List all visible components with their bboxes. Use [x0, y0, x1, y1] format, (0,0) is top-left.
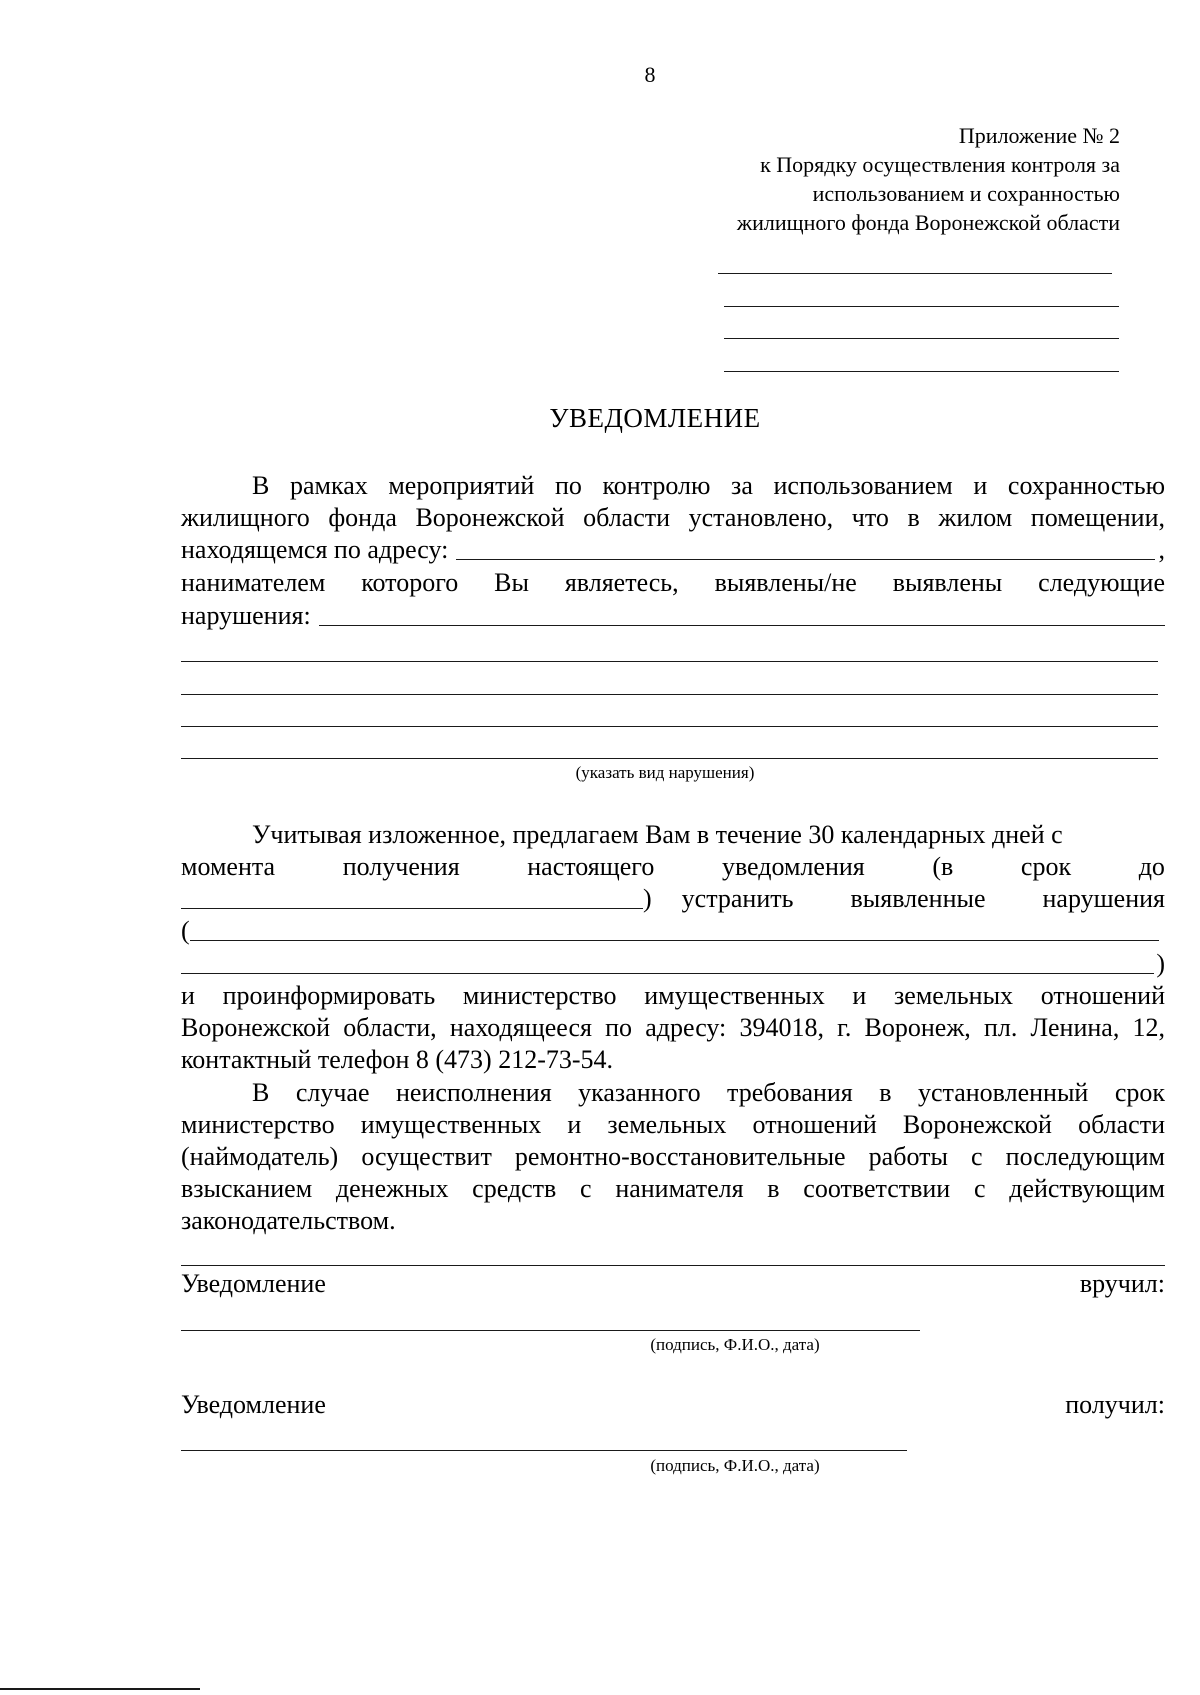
appendix-line-3: использованием и сохранностью [812, 181, 1120, 206]
inform-paragraph: и проинформировать министерство имущественных и земельных отношений Воронежской области, находящееся по адресу: 394018, г. Воронеж, пл. Ленина, 12, контактный телефон 8 (473) 212-73-54. [181, 981, 1165, 1074]
proposal-word-5: (в [932, 852, 954, 881]
proposal-line3-word-2: выявленные [850, 884, 986, 913]
received-row [181, 1389, 1165, 1421]
received-label: Уведомление [181, 1390, 326, 1419]
received-signature-line [181, 1450, 907, 1451]
consequence-paragraph: В случае неисполнения указанного требования в установленный срок министерство имущественных и земельных отношений Воронежской области (наймодатель) осуществит ремонтно-восстановительные работы с последующим взысканием денежных средств с нанимателя в соответствии с действующим законодательством. [181, 1078, 1165, 1235]
violation-line-2 [181, 694, 1158, 695]
address-end: , [1158, 535, 1165, 564]
tenant-word-3: Вы [494, 568, 529, 597]
violation-line-4 [181, 758, 1158, 759]
appendix-line-2: к Порядку осуществления контроля за [760, 152, 1120, 177]
received-right: получил: [1065, 1390, 1165, 1419]
separator-line [181, 1265, 1165, 1266]
address-blank [456, 559, 1154, 560]
violations-row [181, 600, 1165, 632]
proposal-word-2: получения [342, 852, 460, 881]
address-row [181, 534, 1165, 566]
proposal-word-7: до [1138, 852, 1165, 881]
measures-blank-2 [181, 973, 1154, 974]
deadline-blank [181, 908, 643, 909]
addressee-line-1 [718, 273, 1112, 274]
proposal-word-3: настоящего [527, 852, 655, 881]
measures-row-2 [181, 948, 1165, 980]
address-label: находящемся по адресу: [181, 535, 449, 564]
deadline-close-paren: ) [643, 884, 652, 913]
addressee-line-2 [724, 306, 1119, 307]
appendix-line-1: Приложение № 2 [958, 123, 1120, 148]
received-caption: (подпись, Ф.И.О., дата) [650, 1456, 820, 1475]
delivered-label: Уведомление [181, 1269, 326, 1298]
violation-caption: (указать вид нарушения) [575, 763, 755, 782]
tenant-word-5: выявлены/не [714, 568, 857, 597]
delivered-row [181, 1268, 1165, 1300]
intro-paragraph: В рамках мероприятий по контролю за использованием и сохранностью жилищного фонда Воронежской области установлено, что в жилом помещении, [181, 471, 1165, 532]
document-title: УВЕДОМЛЕНИЕ [549, 403, 761, 433]
violation-line-1 [181, 661, 1158, 662]
delivered-caption: (подпись, Ф.И.О., дата) [650, 1335, 820, 1354]
proposal-line-1: Учитывая изложенное, предлагаем Вам в течение 30 календарных дней с [252, 820, 1063, 849]
proposal-line3-word-1: устранить [681, 884, 794, 913]
addressee-line-4 [724, 371, 1119, 372]
page-number: 8 [644, 62, 656, 87]
proposal-word-1: момента [181, 852, 276, 881]
tenant-word-6: выявлены [892, 568, 1003, 597]
violation-line-3 [181, 726, 1158, 727]
proposal-word-6: срок [1020, 852, 1072, 881]
appendix-header [560, 121, 1120, 237]
proposal-line-3-words [682, 883, 1165, 915]
tenant-line [181, 567, 1165, 599]
measures-open-paren: ( [181, 916, 190, 945]
scan-edge-line [0, 1688, 200, 1690]
proposal-line3-word-3: нарушения [1042, 884, 1165, 913]
tenant-word-1: нанимателем [181, 568, 326, 597]
delivered-signature-line [181, 1330, 920, 1331]
proposal-line-2 [181, 851, 1165, 883]
violations-blank [319, 625, 1165, 626]
proposal-word-4: уведомления [721, 852, 865, 881]
measures-blank-1 [190, 940, 1159, 941]
tenant-word-2: которого [361, 568, 459, 597]
tenant-word-7: следующие [1038, 568, 1165, 597]
tenant-word-4: являетесь, [564, 568, 679, 597]
violations-label: нарушения: [181, 601, 311, 630]
appendix-line-4: жилищного фонда Воронежской области [736, 210, 1120, 235]
delivered-right: вручил: [1079, 1269, 1165, 1298]
addressee-line-3 [724, 338, 1119, 339]
proposal-line-3 [181, 883, 1165, 915]
measures-row-1 [181, 915, 1165, 947]
measures-close-paren: ) [1156, 949, 1165, 978]
